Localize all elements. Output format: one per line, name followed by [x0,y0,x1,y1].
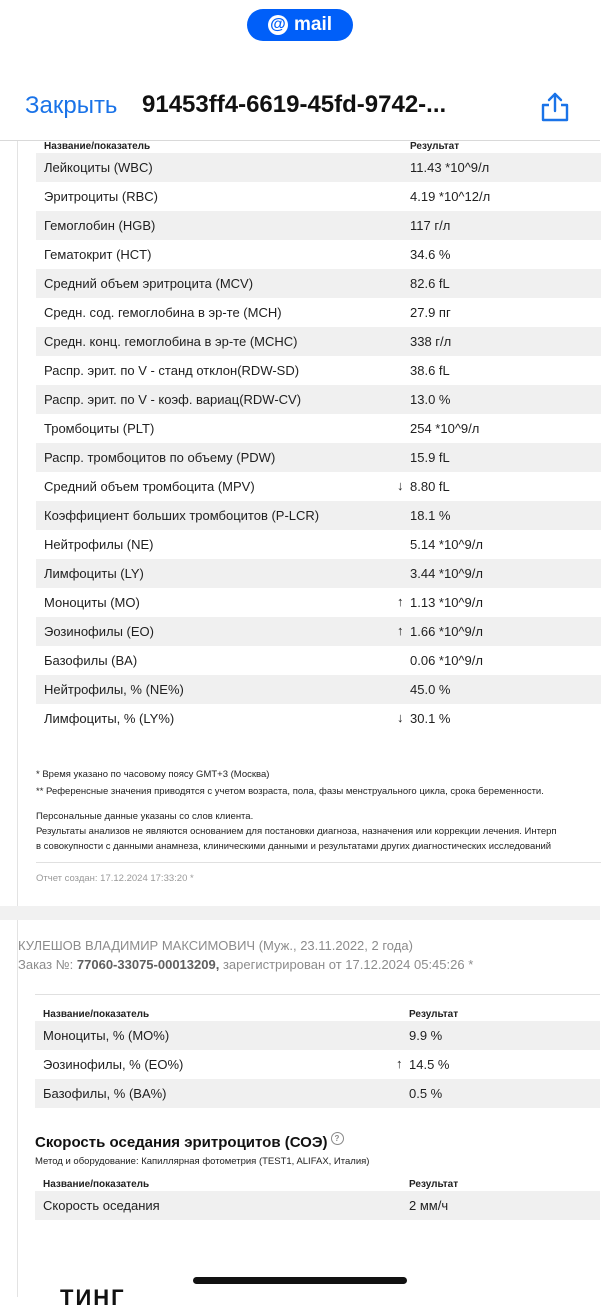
table-row [36,501,601,530]
esr-title: Скорость оседания эритроцитов (СОЭ) [35,1134,328,1151]
table-row [36,617,601,646]
table-row [36,298,601,327]
row-name: Эозинофилы (EO) [44,624,154,639]
table-row [36,269,601,298]
row-name: Средний объем тромбоцита (MPV) [44,479,255,494]
col-result-header: Результат [409,1179,459,1190]
home-indicator[interactable] [193,1277,407,1284]
row-value: 45.0 % [410,682,451,697]
row-name: Распр. тромбоцитов по объему (PDW) [44,450,276,465]
row-value: 9.9 % [409,1028,443,1043]
order-info [18,957,473,972]
brand-label: mail [293,14,333,35]
col-result-header: Результат [410,141,460,152]
document-title: 91453ff4-6619-45fd-9742-... [142,91,447,118]
row-value: 3.44 *10^9/л [410,566,483,581]
row-name: Эозинофилы, % (EO%) [43,1057,184,1072]
row-name: Лимфоциты, % (LY%) [44,711,175,726]
divider [35,994,600,995]
close-button[interactable]: Закрыть [25,92,118,119]
table-row [36,153,601,182]
row-name: Моноциты, % (MO%) [43,1028,170,1043]
row-value: 1.13 *10^9/л [410,595,483,610]
table-row [36,472,601,501]
row-value: 8.80 fL [410,479,450,494]
row-value: 38.6 fL [410,363,450,378]
report-page [17,141,601,906]
row-name: Лимфоциты (LY) [44,566,144,581]
table-row [36,675,601,704]
row-flag: ↑ [396,1056,403,1071]
row-name: Нейтрофилы (NE) [44,537,154,552]
row-value: 27.9 пг [410,305,451,320]
row-name: Базофилы (BA) [44,653,138,668]
row-name: Средн. сод. гемоглобина в эр-те (MCH) [44,305,282,320]
row-value: 338 г/л [410,334,452,349]
note-timezone: * Время указано по часовому поясу GMT+3 (Москва) [36,769,270,780]
table-row [36,385,601,414]
row-value: 2 мм/ч [409,1198,449,1213]
row-name: Гемоглобин (HGB) [44,218,156,233]
row-name: Скорость оседания [43,1198,160,1213]
table-row [36,240,601,269]
row-flag: ↑ [397,594,404,609]
row-value: 5.14 *10^9/л [410,537,483,552]
row-name: Эритроциты (RBC) [44,189,158,204]
row-name: Тромбоциты (PLT) [44,421,155,436]
row-name: Моноциты (MO) [44,595,140,610]
row-value: 30.1 % [410,711,451,726]
order-number: 77060-33075-00013209, [76,957,220,972]
row-flag: ↓ [397,710,404,725]
row-value: 13.0 % [410,392,451,407]
note-personal: Персональные данные указаны со слов клиента. [36,811,254,822]
viewer-header [0,70,600,141]
table-header [35,1009,600,1021]
row-name: Распр. эрит. по V - станд отклон(RDW-SD) [44,363,300,378]
col-name-header: Название/показатель [43,1009,150,1020]
row-value: 18.1 % [410,508,451,523]
table-row [36,530,601,559]
table-row [35,1021,600,1050]
question-circle-icon[interactable]: ? [331,1132,344,1145]
table-row [36,646,601,675]
col-result-header: Результат [409,1009,459,1020]
at-icon: @ [268,15,288,35]
row-name: Гематокрит (HCT) [44,247,152,262]
row-name: Распр. эрит. по V - коэф. вариац(RDW-CV) [44,392,302,407]
note-disclaimer-1: Результаты анализов не являются основанием для постановки диагноза, назначения или коррекции лечения. Интерп [36,826,557,837]
table-row [35,1191,600,1220]
row-value: 4.19 *10^12/л [410,189,491,204]
row-value: 0.06 *10^9/л [410,653,483,668]
table-row [35,1079,600,1108]
row-name: Лейкоциты (WBC) [44,160,153,175]
report-created: Отчет создан: 17.12.2024 17:33:20 * [36,873,194,884]
divider [36,862,601,863]
esr-method: Метод и оборудование: Капиллярная фотометрия (TEST1, ALIFAX, Италия) [35,1156,370,1167]
row-value: 82.6 fL [410,276,450,291]
row-value: 117 г/л [410,218,451,233]
table-row [36,443,601,472]
mail-app-pill[interactable] [247,9,353,41]
row-name: Базофилы, % (BA%) [43,1086,167,1101]
footer-cut-text: ТИНГ [60,1285,126,1310]
row-value: 254 *10^9/л [410,421,480,436]
col-name-header: Название/показатель [44,141,151,152]
row-name: Коэффициент больших тромбоцитов (P-LCR) [44,508,320,523]
row-name: Нейтрофилы, % (NE%) [44,682,184,697]
note-reference: ** Референсные значения приводятся с учетом возраста, пола, фазы менструального цикла, срока беременности. [36,786,544,797]
table-row [36,414,601,443]
row-value: 0.5 % [409,1086,443,1101]
order-prefix: Заказ №: [18,957,74,972]
row-value: 11.43 *10^9/л [410,160,490,175]
table-header [36,141,601,153]
row-name: Средний объем эритроцита (MCV) [44,276,254,291]
table-row [36,182,601,211]
table-row [35,1050,600,1079]
row-value: 14.5 % [409,1057,450,1072]
table-row [36,327,601,356]
order-registered: зарегистрирован от 17.12.2024 05:45:26 * [222,957,474,972]
row-value: 1.66 *10^9/л [410,624,483,639]
page-gap [0,906,600,920]
row-value: 34.6 % [410,247,451,262]
table-row [36,211,601,240]
note-disclaimer-2: в совокупности с данными анамнеза, клиническими данными и результатами других диагностических исследований [36,841,552,852]
col-name-header: Название/показатель [43,1179,150,1190]
table-row [36,704,601,733]
row-value: 15.9 fL [410,450,450,465]
share-icon[interactable] [538,90,572,124]
table-header [35,1179,600,1191]
patient-info: КУЛЕШОВ ВЛАДИМИР МАКСИМОВИЧ (Муж., 23.11.2022, 2 года) [18,938,413,953]
table-row [36,559,601,588]
row-name: Средн. конц. гемоглобина в эр-те (MCHC) [44,334,298,349]
table-row [36,588,601,617]
esr-section-title [35,1132,344,1151]
row-flag: ↓ [397,478,404,493]
row-flag: ↑ [397,623,404,638]
table-row [36,356,601,385]
